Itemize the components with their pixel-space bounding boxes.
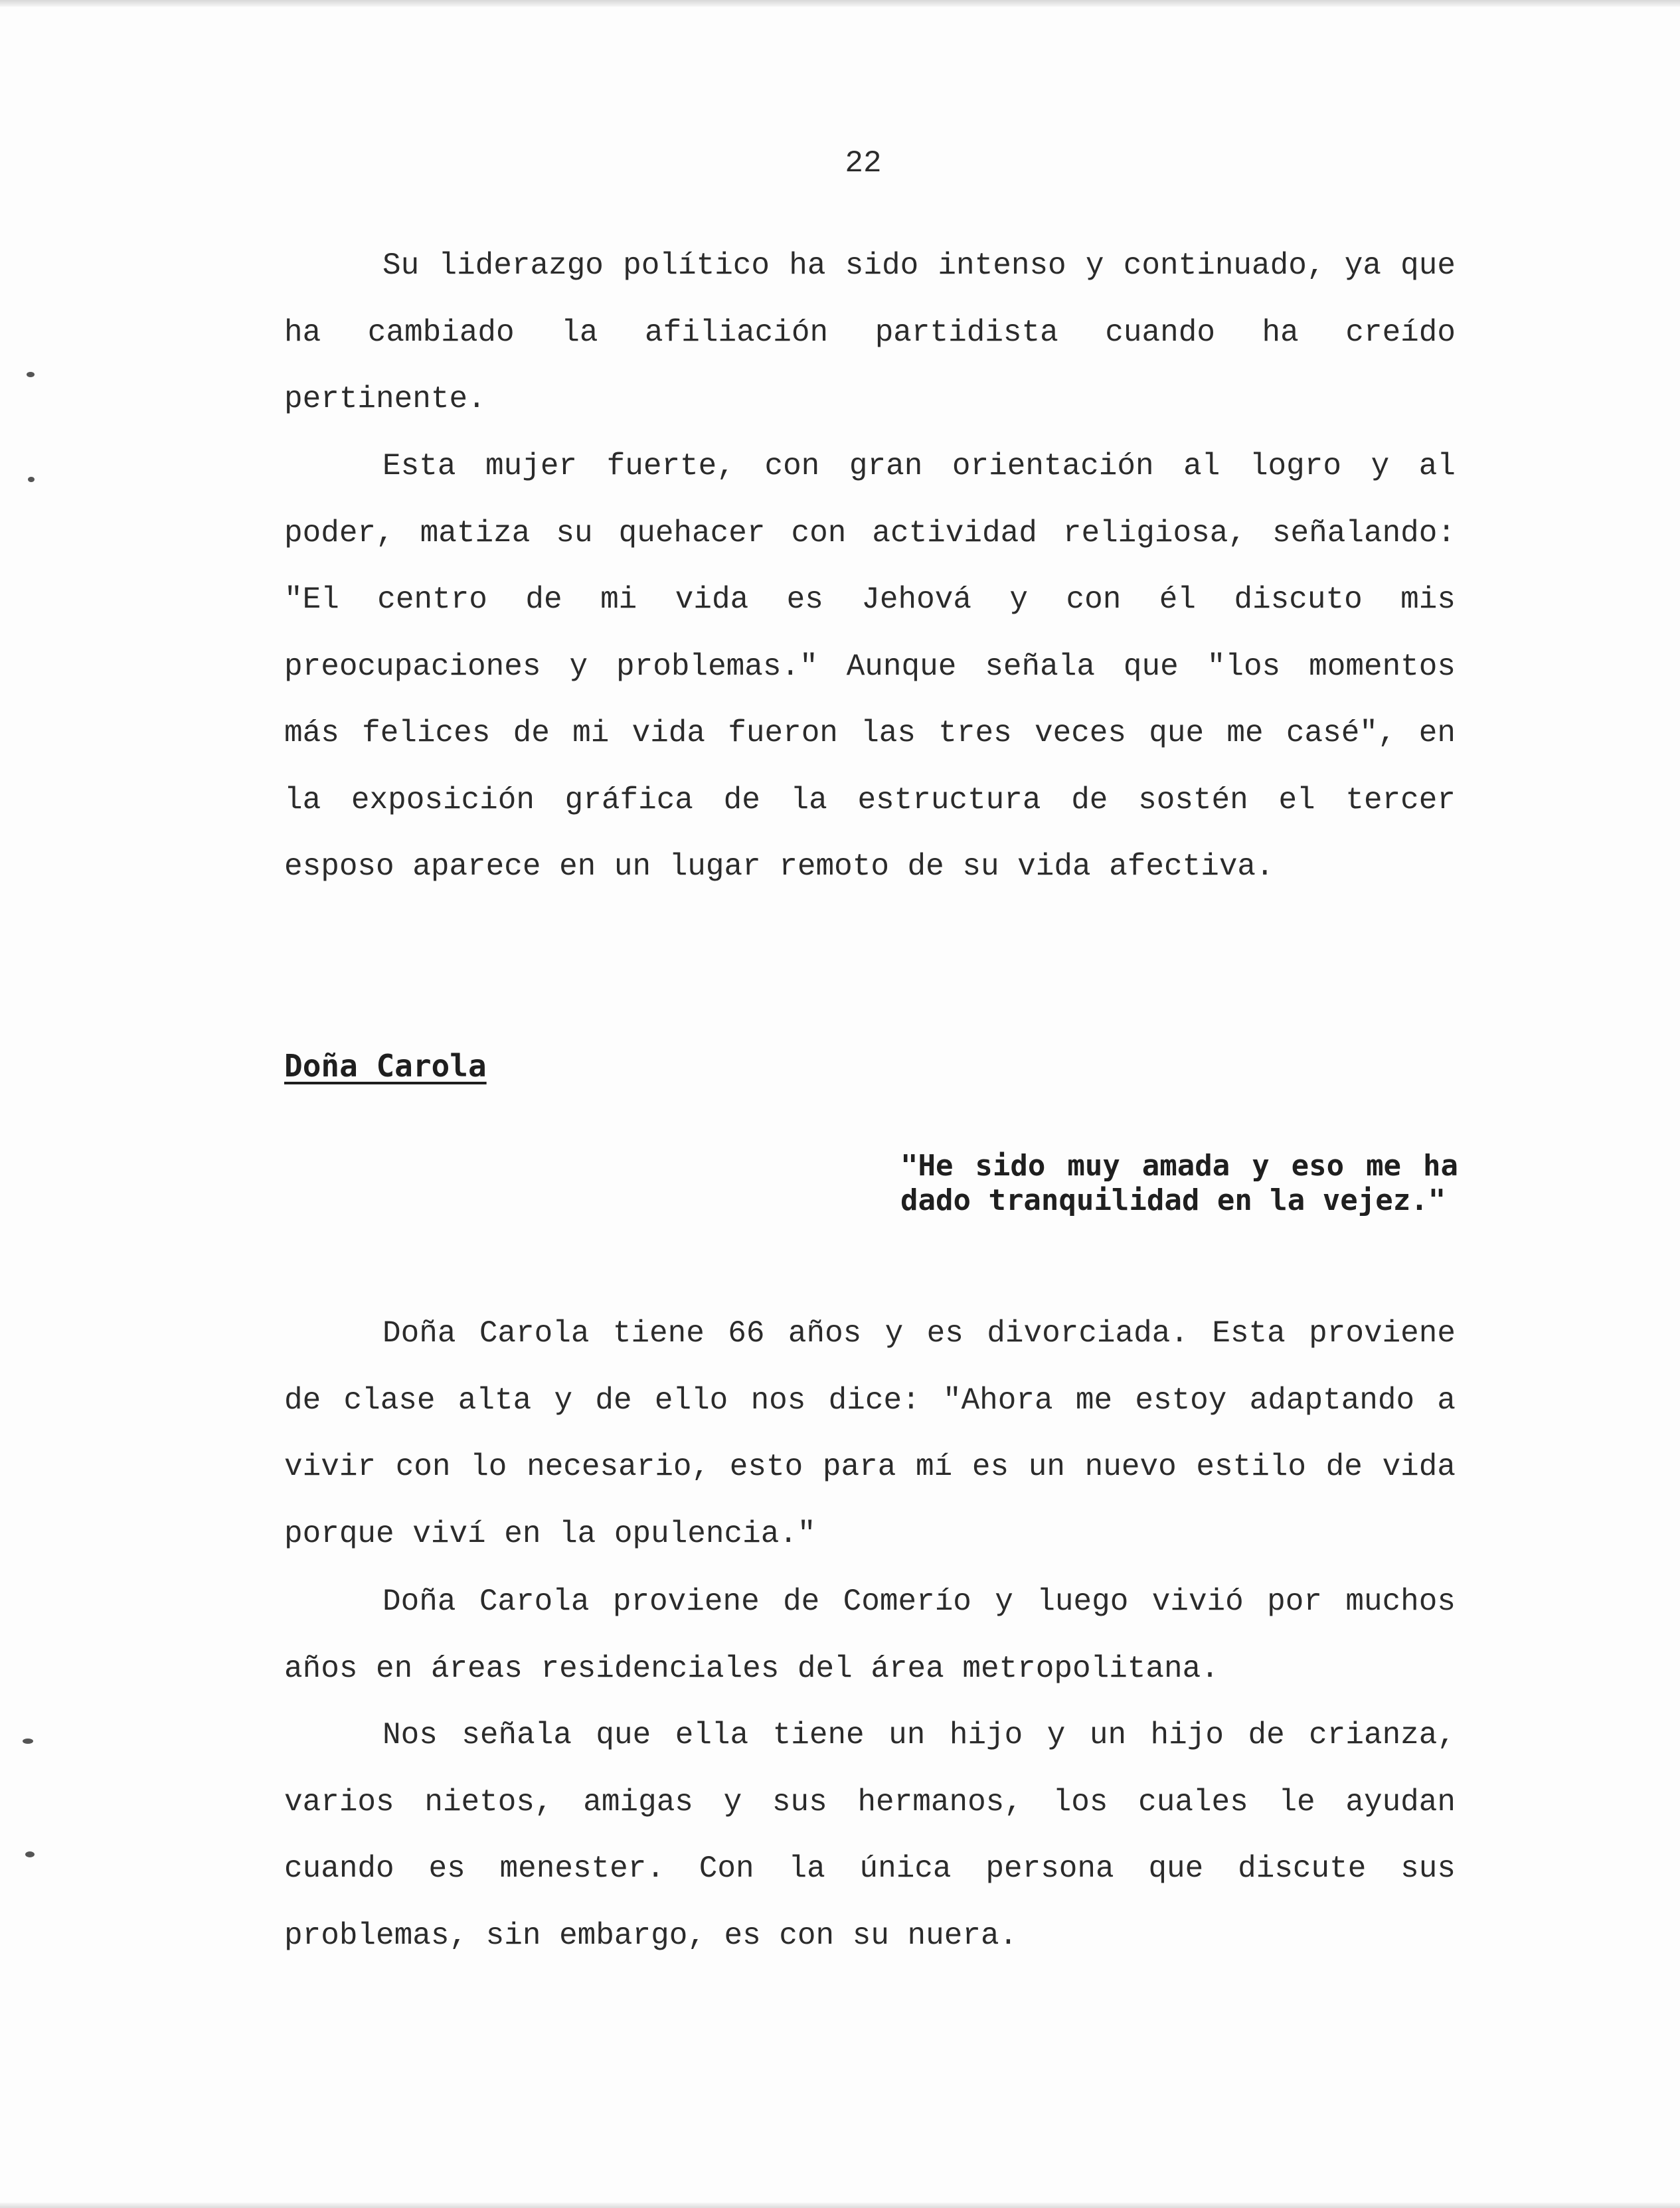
scan-speck	[27, 372, 35, 377]
scan-speck	[23, 1739, 33, 1744]
paragraph-age-and-class: Doña Carola tiene 66 años y es divorciada. Esta proviene de clase alta y de ello nos dice: "Ahora me estoy adaptando a vivir con lo necesario, esto para mí es un nuevo estilo de vida porque viví en la opulencia."	[284, 1316, 1456, 1551]
epigraph-quote: "He sido muy amada y eso me ha dado tranquilidad en la vejez."	[900, 1149, 1458, 1217]
scan-edge-bottom	[0, 2203, 1680, 2208]
scan-speck	[25, 1851, 35, 1857]
page-number: 22	[845, 146, 882, 181]
paragraph-origin: Doña Carola proviene de Comerío y luego vivió por muchos años en áreas residenciales del área metropolitana.	[284, 1584, 1456, 1686]
scan-edge-top	[0, 0, 1680, 7]
section-heading: Doña Carola	[284, 1048, 487, 1084]
paragraph-support-network: Nos señala que ella tiene un hijo y un hijo de crianza, varios nietos, amigas y sus hermanos, los cuales le ayudan cuando es menester. Con la única persona que discute sus problemas, sin embargo, es con su nuera.	[284, 1718, 1456, 1953]
scan-speck	[28, 477, 35, 482]
paragraph-religious-activity: Esta mujer fuerte, con gran orientación al logro y al poder, matiza su quehacer con actividad religiosa, señalando: "El centro de mi vida es Jehová y con él discuto mis preocupaciones y problemas." Aunque señala que "los momentos más felices de mi vida fueron las tres veces que me casé", en la exposición gráfica de la estructura de sostén el tercer esposo aparece en un lugar remoto de su vida afectiva.	[284, 449, 1456, 884]
paragraph-political-leadership: Su liderazgo político ha sido intenso y continuado, ya que ha cambiado la afiliación partidista cuando ha creído pertinente.	[284, 248, 1456, 416]
